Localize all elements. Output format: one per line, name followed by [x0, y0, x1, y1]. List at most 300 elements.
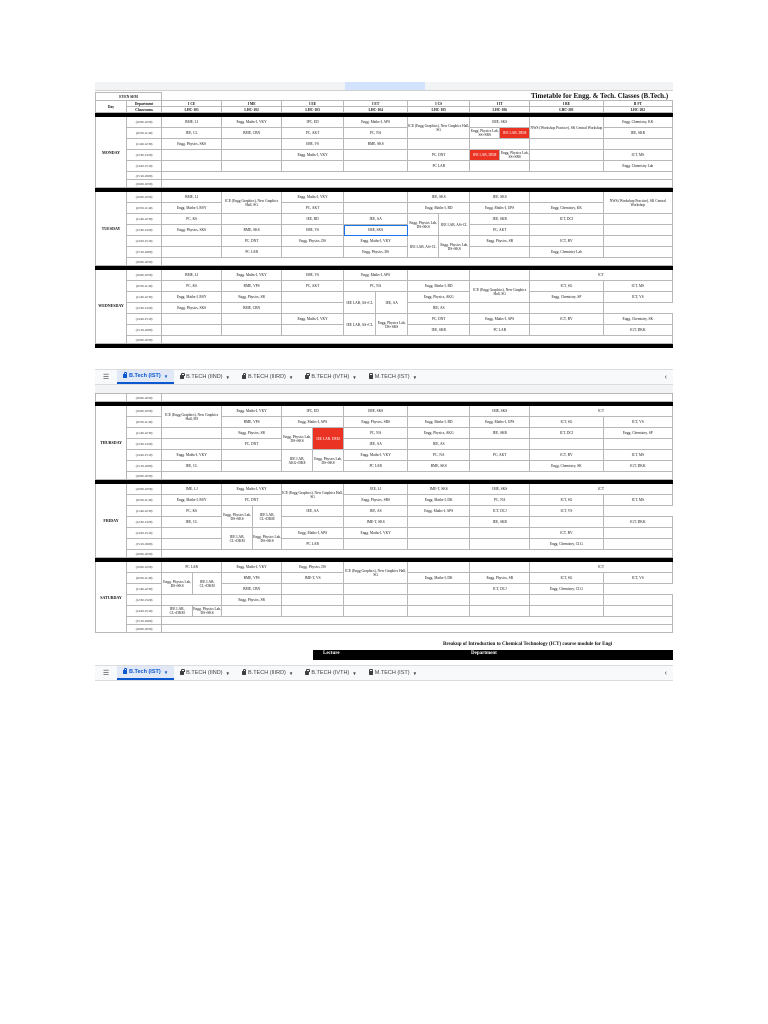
- department-label: Department: [471, 651, 497, 656]
- cell[interactable]: BME, LJ: [162, 192, 222, 203]
- tab-label: M.TECH (IST): [374, 374, 410, 380]
- cell[interactable]: IEE LAB, AS+CL: [344, 292, 376, 314]
- cell[interactable]: ICT, DCJ: [530, 214, 603, 225]
- tab-btech-iiird[interactable]: [236, 370, 299, 384]
- cell[interactable]: Engg. Maths-I, APS: [408, 506, 470, 517]
- cell[interactable]: PC, NA: [344, 128, 408, 139]
- cell[interactable]: ICT, VS: [530, 506, 603, 517]
- period-1: (10:00-10:50): [127, 117, 162, 128]
- period-7: (16:00-16:50): [127, 550, 162, 558]
- period-2: (10:50-11:40): [127, 203, 162, 214]
- chevron-left-icon[interactable]: ‹: [664, 669, 667, 677]
- cell[interactable]: Engg. Physics, DS: [282, 236, 344, 247]
- cell[interactable]: PC LAB: [470, 325, 530, 336]
- cell[interactable]: ICT, VS: [603, 292, 672, 303]
- day-saturday: SATURDAY: [96, 562, 127, 633]
- dept-ibe: I BE: [530, 101, 603, 107]
- cell[interactable]: ICT, MS: [603, 281, 672, 292]
- cell[interactable]: IEE, SKR: [603, 128, 672, 139]
- day-friday: FRIDAY: [96, 484, 127, 558]
- cell[interactable]: IEE, AS: [408, 303, 470, 314]
- lecture-label: Lecture: [323, 651, 340, 656]
- period-6: (15:10-16:00): [127, 617, 162, 625]
- lock-icon: [180, 375, 184, 379]
- lock-icon: [242, 671, 246, 675]
- cell[interactable]: PC LAB: [222, 247, 282, 258]
- cell[interactable]: Engg. Physics, SBS: [344, 495, 408, 506]
- period-1: (10:00-10:50): [127, 562, 162, 573]
- period-6: (15:10-16:00): [127, 172, 162, 180]
- period-7: (16:00-16:50): [127, 336, 162, 344]
- cell[interactable]: ICT, DCJ: [470, 584, 530, 595]
- cell[interactable]: BME, CBN: [222, 303, 282, 314]
- cell[interactable]: Engg. Maths-I, APS: [282, 528, 344, 539]
- tab-label: B.TECH (IIIRD): [248, 670, 286, 676]
- cell[interactable]: Engg. Chemistry, CLG: [530, 539, 603, 550]
- cell[interactable]: Engg. Maths-I, VKY: [282, 192, 344, 203]
- tab-label: B.TECH (IIIRD): [248, 374, 286, 380]
- cell[interactable]: IGT, DKK: [603, 517, 672, 528]
- cell[interactable]: IME, SKS: [470, 117, 530, 128]
- cell[interactable]: ICT, MS: [603, 150, 672, 161]
- cell[interactable]: PC, DNT: [408, 314, 470, 325]
- lock-icon: [123, 374, 127, 378]
- cell[interactable]: PC, DNT: [222, 236, 282, 247]
- period-5: (14:20-15:10): [127, 314, 162, 325]
- cell[interactable]: Engg. Physics, AKG: [408, 292, 470, 303]
- period-6: (15:10-16:00): [127, 461, 162, 472]
- cell[interactable]: IPC, ED: [282, 117, 344, 128]
- tab-btech-iind[interactable]: [174, 370, 236, 384]
- tab-btech-ist[interactable]: [117, 370, 174, 384]
- cell[interactable]: IME, LJ: [162, 484, 222, 495]
- cell[interactable]: Engg. Maths-I, VKY: [222, 406, 282, 417]
- tab-btech-iind[interactable]: [174, 666, 236, 680]
- top-sheet-screenshot: [95, 82, 673, 364]
- cell[interactable]: Engg. Physics Lab, DS+SKS: [193, 607, 222, 615]
- room-201: LHC-201: [530, 107, 603, 113]
- cell[interactable]: ICT: [530, 484, 673, 495]
- period-5: (14:20-15:10): [127, 450, 162, 461]
- cell[interactable]: IEE LAB, AKG+DKE: [282, 450, 313, 472]
- period-1: (10:00-10:50): [127, 484, 162, 495]
- tab-btech-ist[interactable]: [117, 666, 174, 680]
- cell[interactable]: BME, LJ: [162, 270, 222, 281]
- period-3: (11:40-12:30): [127, 506, 162, 517]
- cell[interactable]: BME, CBN: [222, 128, 282, 139]
- cell[interactable]: Engg. Maths-I, VKY: [282, 150, 344, 161]
- footer-black-bar: [313, 650, 673, 660]
- cell[interactable]: ICT, SG: [530, 281, 603, 292]
- caret-down-icon: ▼: [288, 670, 294, 676]
- cell[interactable]: Engg. Maths-I, VKY: [344, 236, 408, 247]
- cell[interactable]: PC LAB: [408, 161, 470, 172]
- dept-iit: I IT: [470, 101, 530, 107]
- period-5: (14:20-15:10): [127, 161, 162, 172]
- cell[interactable]: ICT, MS: [603, 495, 672, 506]
- cell[interactable]: IME-T, VS: [282, 573, 344, 584]
- cell[interactable]: IEE, AA: [344, 439, 408, 450]
- cell-selected[interactable]: IME, SKS: [344, 225, 408, 236]
- caret-down-icon: ▼: [352, 374, 357, 380]
- cell[interactable]: Engg. Physics, SR: [222, 428, 282, 439]
- cell[interactable]: ICT, SG: [530, 417, 603, 428]
- cell[interactable]: ICT, BV: [530, 314, 603, 325]
- cell[interactable]: Engg. Physics Lab, DS+SKS: [253, 528, 282, 550]
- day-thursday: THURSDAY: [96, 406, 127, 480]
- ict-breakup-title: Breakup of Introduction to Chemical Technology (ICT) course module for Engi: [443, 642, 613, 647]
- cell[interactable]: IEE, CL: [162, 128, 222, 139]
- cell[interactable]: IEE, BD: [282, 214, 344, 225]
- day-header: Day: [96, 101, 127, 113]
- cell[interactable]: Engg. Maths-I, VKY: [344, 450, 408, 461]
- cell[interactable]: ICT: [530, 562, 673, 573]
- hamburger-icon[interactable]: ☰: [102, 670, 110, 677]
- cell[interactable]: Engg. Maths-I, VKY: [282, 314, 344, 325]
- period-7: (16:00-16:50): [127, 472, 162, 480]
- cell[interactable]: ICT, DCJ: [470, 506, 530, 517]
- cell[interactable]: ICE (Engg Graphics), New Graphics Hall, SG: [470, 281, 530, 303]
- dept-iet: I ET: [344, 101, 408, 107]
- cell[interactable]: PC, AKT: [282, 281, 344, 292]
- cell[interactable]: Engg. Chemistry Lab: [530, 247, 603, 258]
- lock-icon: [242, 375, 246, 379]
- cell[interactable]: PC, DNT: [408, 150, 470, 161]
- cell[interactable]: IEE, AA: [376, 292, 408, 314]
- cell[interactable]: IEE LAB, AS+CL: [439, 214, 470, 236]
- cell[interactable]: Engg. Chemistry, SP: [530, 292, 603, 303]
- caret-down-icon: ▼: [288, 374, 294, 380]
- cell[interactable]: Engg. Physics Lab, DS+SKS: [376, 314, 408, 336]
- tab-label: B.TECH (IIND): [186, 374, 223, 380]
- tab-label: M.TECH (IST): [374, 670, 410, 676]
- cell[interactable]: PC, AKT: [282, 203, 344, 214]
- period-6: (15:10-16:00): [127, 539, 162, 550]
- cell[interactable]: Engg. Chemistry, KK: [603, 117, 672, 128]
- cell[interactable]: PC, DNT: [222, 439, 282, 450]
- cell[interactable]: PC, AKT: [470, 225, 530, 236]
- room-102: LHC-102: [222, 107, 282, 113]
- room-104: LHC-104: [344, 107, 408, 113]
- tab-label: B.TECH (IIND): [186, 670, 223, 676]
- cell[interactable]: IEE, SKR: [470, 517, 530, 528]
- timetable-top: [95, 92, 673, 348]
- cell[interactable]: ICE (Engg Graphics), New Graphics Hall, SG: [344, 562, 408, 584]
- cell[interactable]: IEE, AA: [282, 506, 344, 517]
- period-3: (11:40-12:30): [127, 584, 162, 595]
- tab-btech-ivth[interactable]: [299, 666, 362, 680]
- caret-down-icon: ▼: [163, 669, 169, 675]
- cell[interactable]: Engg. Physics Lab, SS+SBS: [500, 151, 529, 159]
- cell[interactable]: PC LAB: [162, 562, 222, 573]
- cell[interactable]: IGT, DKK: [603, 325, 672, 336]
- period-4: (12:30-13:20): [127, 439, 162, 450]
- period-4: (12:30-13:20): [127, 517, 162, 528]
- lock-icon: [369, 375, 373, 379]
- cell[interactable]: Engg. Maths-I, APS: [344, 117, 408, 128]
- cell[interactable]: Engg. Maths-I, VKY: [162, 450, 222, 461]
- tab-mtech-ist[interactable]: [363, 666, 423, 680]
- cell[interactable]: IPC, ED: [282, 406, 344, 417]
- bottom-sheet-screenshot: [95, 385, 673, 663]
- cell[interactable]: ICT, VS: [603, 573, 672, 584]
- period-1: (10:00-10:50): [127, 192, 162, 203]
- room-103: LHC-103: [282, 107, 344, 113]
- dept-ics: I CS: [408, 101, 470, 107]
- hamburger-icon[interactable]: ☰: [102, 374, 110, 381]
- period-2: (10:50-11:40): [127, 128, 162, 139]
- period-4: (12:30-13:20): [127, 303, 162, 314]
- room-202: LHC-202: [603, 107, 672, 113]
- period-1: (10:00-10:50): [127, 406, 162, 417]
- cell-highlight[interactable]: IEE LAB, DEM: [500, 128, 530, 139]
- cell[interactable]: Engg. Physics Lab, DS+SKS: [162, 573, 193, 595]
- cell[interactable]: BME, SKS: [222, 225, 282, 236]
- cell[interactable]: Engg. Chemistry, SP: [603, 428, 672, 439]
- cell[interactable]: IEE, CL: [162, 461, 222, 472]
- cell[interactable]: IEE LAB, CL+DKM: [162, 606, 193, 617]
- cell[interactable]: Engg. Maths-I, VKY: [222, 117, 282, 128]
- cell[interactable]: Engg. Maths-I, BD: [408, 417, 470, 428]
- cell[interactable]: PC, AKT: [470, 450, 530, 461]
- lock-icon: [369, 671, 373, 675]
- lock-icon: [180, 671, 184, 675]
- caret-down-icon: ▼: [225, 670, 230, 676]
- sheet-title: Timetable for Engg. & Tech. Classes (B.Tech.): [531, 92, 669, 100]
- cell[interactable]: PC LAB: [344, 461, 408, 472]
- column-header-row: [95, 82, 673, 91]
- cell[interactable]: Engg. Maths-I, VKY: [222, 562, 282, 573]
- period-2: (10:50-11:40): [127, 573, 162, 584]
- room-105: LHC-105: [408, 107, 470, 113]
- cell[interactable]: IEE, SKS: [408, 192, 470, 203]
- cell[interactable]: Engg. Physics Lab, DS+SKS: [282, 428, 313, 450]
- cell[interactable]: IEE, LJ: [344, 484, 408, 495]
- tab-mtech-ist[interactable]: [363, 370, 423, 384]
- cell[interactable]: IEE, CL: [162, 517, 222, 528]
- period-5: (14:20-15:10): [127, 236, 162, 247]
- cell[interactable]: IME-T, SKS: [344, 517, 408, 528]
- period-3: (11:40-12:30): [127, 292, 162, 303]
- cell[interactable]: Engg. Physics, SKS: [162, 303, 222, 314]
- period-2: (10:50-11:40): [127, 495, 162, 506]
- cell[interactable]: Engg. Physics Lab, SS+SBS: [470, 129, 499, 137]
- period-7: (16:00-16:50): [127, 625, 162, 633]
- cell[interactable]: PC, KS: [162, 506, 222, 517]
- room-106: LHC-106: [470, 107, 530, 113]
- cell[interactable]: Engg. Maths-I, UPS: [470, 203, 530, 214]
- cell[interactable]: Engg. Physics, SBS: [344, 417, 408, 428]
- cell[interactable]: Engg. Physics, AKG: [408, 428, 470, 439]
- cell[interactable]: Engg. Maths-I, APS: [282, 417, 344, 428]
- cell[interactable]: ICT, BV: [530, 528, 603, 539]
- day-wednesday: WEDNESDAY: [96, 270, 127, 344]
- cell[interactable]: BME, SKS: [344, 139, 408, 150]
- period-3: (11:40-12:30): [127, 139, 162, 150]
- cell[interactable]: Engg. Physics Lab, DS+SKS: [439, 236, 470, 258]
- tab-label: B.Tech (IST): [129, 669, 161, 675]
- cell[interactable]: Engg. Physics, SB: [470, 573, 530, 584]
- cell[interactable]: IEE, SKR: [408, 325, 470, 336]
- cell[interactable]: ICE (Engg Graphics), New Graphics Hall, SG: [222, 192, 282, 214]
- cell[interactable]: Engg. Maths-I, DK: [408, 495, 470, 506]
- cell[interactable]: Engg. Physics, DS: [282, 562, 344, 573]
- period-1: (10:00-10:50): [127, 270, 162, 281]
- cell[interactable]: IME, VS: [282, 270, 344, 281]
- period-2: (10:50-11:40): [127, 281, 162, 292]
- cell[interactable]: IEE, SKR: [470, 428, 530, 439]
- dept-ime: I ME: [222, 101, 282, 107]
- cell[interactable]: IEE LAB, CL+DKM: [253, 506, 282, 528]
- cell[interactable]: IEE, AA: [344, 214, 408, 225]
- cell[interactable]: ICT: [530, 270, 673, 281]
- period-6: (15:10-16:00): [127, 325, 162, 336]
- tab-btech-ivth[interactable]: [299, 370, 362, 384]
- cell[interactable]: PC LAB: [282, 539, 344, 550]
- cell[interactable]: Engg. Maths-I, APS: [470, 314, 530, 325]
- cell[interactable]: Engg. Chemistry Lab: [603, 161, 672, 172]
- cell[interactable]: ICT, BV: [530, 450, 603, 461]
- dept-iee: I EE: [282, 101, 344, 107]
- cell[interactable]: ICE (Engg Graphics), New Graphics Hall, SG: [408, 117, 470, 139]
- cell[interactable]: ICT, MS: [603, 450, 672, 461]
- cell[interactable]: PC, KS: [162, 214, 222, 225]
- cell[interactable]: BME, LJ: [162, 117, 222, 128]
- cell[interactable]: Engg. Maths-I, RSY: [162, 495, 222, 506]
- cell[interactable]: BME, VPS: [222, 573, 282, 584]
- classrooms-header: Classrooms: [127, 107, 162, 113]
- cell[interactable]: Engg. Physics, SKS: [162, 225, 222, 236]
- cell[interactable]: IEE, AS: [408, 439, 470, 450]
- cell[interactable]: Engg. Maths-I, VKY: [222, 270, 282, 281]
- period-5: (14:20-15:10): [127, 528, 162, 539]
- period-7: (16:00-16:50): [127, 394, 162, 402]
- lock-icon: [123, 670, 127, 674]
- cell[interactable]: Engg. Physics Lab, DS+SKS: [313, 450, 344, 472]
- dept-ice: I CE: [162, 101, 222, 107]
- divider: [96, 344, 673, 348]
- period-3: (11:40-12:30): [127, 428, 162, 439]
- cell[interactable]: IME, VS: [282, 139, 344, 150]
- cell[interactable]: PC, AKT: [282, 128, 344, 139]
- cell[interactable]: Engg. Maths-I, BD: [408, 203, 470, 214]
- semester-label: EVEN SEM: [96, 93, 162, 101]
- cell[interactable]: ICT, VS: [603, 417, 672, 428]
- cell[interactable]: Engg. Physics Lab, DS+SKS: [408, 214, 439, 236]
- tab-label: B.TECH (IVTH): [311, 670, 350, 676]
- period-4: (12:30-13:20): [127, 595, 162, 606]
- tab-btech-iiird[interactable]: [236, 666, 299, 680]
- cell[interactable]: ICE (Engg Graphics), New Graphics Hall, MI: [162, 406, 222, 428]
- cell-highlight[interactable]: IEE LAB, DEM: [313, 428, 344, 450]
- period-4: (12:30-13:20): [127, 150, 162, 161]
- selected-column: [345, 82, 425, 90]
- department-header: Department: [127, 101, 162, 107]
- chevron-left-icon[interactable]: ‹: [664, 373, 667, 381]
- caret-down-icon: ▼: [163, 373, 169, 379]
- caret-down-icon: ▼: [352, 670, 357, 676]
- cell[interactable]: ICT: [530, 406, 673, 417]
- cell[interactable]: IEE LAB, AS+CL: [408, 236, 439, 258]
- period-4: (12:30-13:20): [127, 225, 162, 236]
- cell[interactable]: ICT, SG: [530, 495, 603, 506]
- sheet-tab-bar: [95, 665, 673, 681]
- cell[interactable]: Engg. Physics, SR: [222, 595, 282, 606]
- cell[interactable]: IME, SKS: [470, 484, 530, 495]
- cell[interactable]: Engg. Chemistry, SK: [530, 461, 603, 472]
- cell[interactable]: IME, SKS: [470, 406, 530, 417]
- cell[interactable]: IEE LAB, AS+CL: [344, 314, 376, 336]
- cell[interactable]: Engg. Maths-I, VKY: [344, 528, 408, 539]
- caret-down-icon: ▼: [412, 670, 418, 676]
- cell[interactable]: Engg. Chemistry, CLG: [530, 584, 603, 595]
- cell[interactable]: IME, SKS: [344, 406, 408, 417]
- cell[interactable]: Engg. Maths-I, BD: [408, 281, 470, 292]
- cell[interactable]: Engg. Physics, SKS: [162, 139, 222, 150]
- cell[interactable]: NWS (Workshop Practice), SK Central Workshop: [530, 117, 603, 139]
- day-monday: MONDAY: [96, 117, 127, 188]
- cell[interactable]: IEE, SKR: [470, 214, 530, 225]
- cell[interactable]: ICT, DCJ: [530, 428, 603, 439]
- cell[interactable]: BME, CBN: [222, 584, 282, 595]
- cell[interactable]: BME, SKS: [408, 461, 470, 472]
- cell[interactable]: ICE (Engg Graphics), New Graphics Hall, SG: [282, 484, 344, 506]
- period-7: (16:00-16:50): [127, 258, 162, 266]
- cell[interactable]: IME-T, SKS: [408, 484, 470, 495]
- cell[interactable]: ICT, BV: [530, 236, 603, 247]
- sheet-tab-bar: [95, 369, 673, 385]
- cell[interactable]: Engg. Maths-I, UPS: [470, 417, 530, 428]
- cell[interactable]: IEE LAB, CL+DKM: [222, 528, 253, 550]
- caret-down-icon: ▼: [225, 374, 230, 380]
- cell[interactable]: Engg. Maths-I, APS: [344, 270, 408, 281]
- cell[interactable]: IME, VS: [282, 225, 344, 236]
- cell[interactable]: BME, VPS: [222, 281, 282, 292]
- tab-label: B.TECH (IVTH): [311, 374, 350, 380]
- cell[interactable]: Engg. Physics, DS: [344, 247, 408, 258]
- cell[interactable]: PC, NA: [344, 428, 408, 439]
- cell[interactable]: PC, DNT: [222, 495, 282, 506]
- cell[interactable]: PC, NA: [470, 495, 530, 506]
- cell[interactable]: PC, KS: [162, 281, 222, 292]
- cell[interactable]: Engg. Maths-I, RSY: [162, 203, 222, 214]
- period-7: (16:00-16:50): [127, 180, 162, 188]
- cell[interactable]: PC, NA: [344, 281, 408, 292]
- period-5: (14:20-15:10): [127, 606, 162, 617]
- cell[interactable]: Engg. Maths-I, DK: [408, 573, 470, 584]
- cell[interactable]: BME, VPS: [222, 417, 282, 428]
- cell[interactable]: Engg. Physics, SR: [222, 292, 282, 303]
- cell[interactable]: Engg. Maths-I, RSY: [162, 292, 222, 303]
- cell[interactable]: Engg. Chemistry, SK: [603, 314, 672, 325]
- day-tuesday: TUESDAY: [96, 192, 127, 266]
- cell[interactable]: Engg. Chemistry, KK: [530, 203, 603, 214]
- timetable-bottom: [95, 393, 673, 633]
- cell-highlight[interactable]: IEE LAB, DEM: [470, 150, 500, 161]
- cell[interactable]: NWS (Workshop Practice), SK Central Workshop: [603, 192, 672, 214]
- cell[interactable]: IGT, DKK: [603, 461, 672, 472]
- cell[interactable]: IEE, AS: [344, 506, 408, 517]
- cell[interactable]: ICT, SG: [530, 573, 603, 584]
- cell[interactable]: PC, NA: [408, 450, 470, 461]
- cell[interactable]: IEE LAB, CL+DKM: [193, 573, 222, 595]
- footer-strip: [95, 641, 673, 663]
- lock-icon: [305, 671, 309, 675]
- cell[interactable]: IEE, SKS: [470, 192, 530, 203]
- cell[interactable]: Engg. Maths-I, VKY: [222, 484, 282, 495]
- cell[interactable]: Engg. Physics, SB: [470, 236, 530, 247]
- cell[interactable]: Engg. Physics Lab, DS+SKS: [222, 506, 253, 528]
